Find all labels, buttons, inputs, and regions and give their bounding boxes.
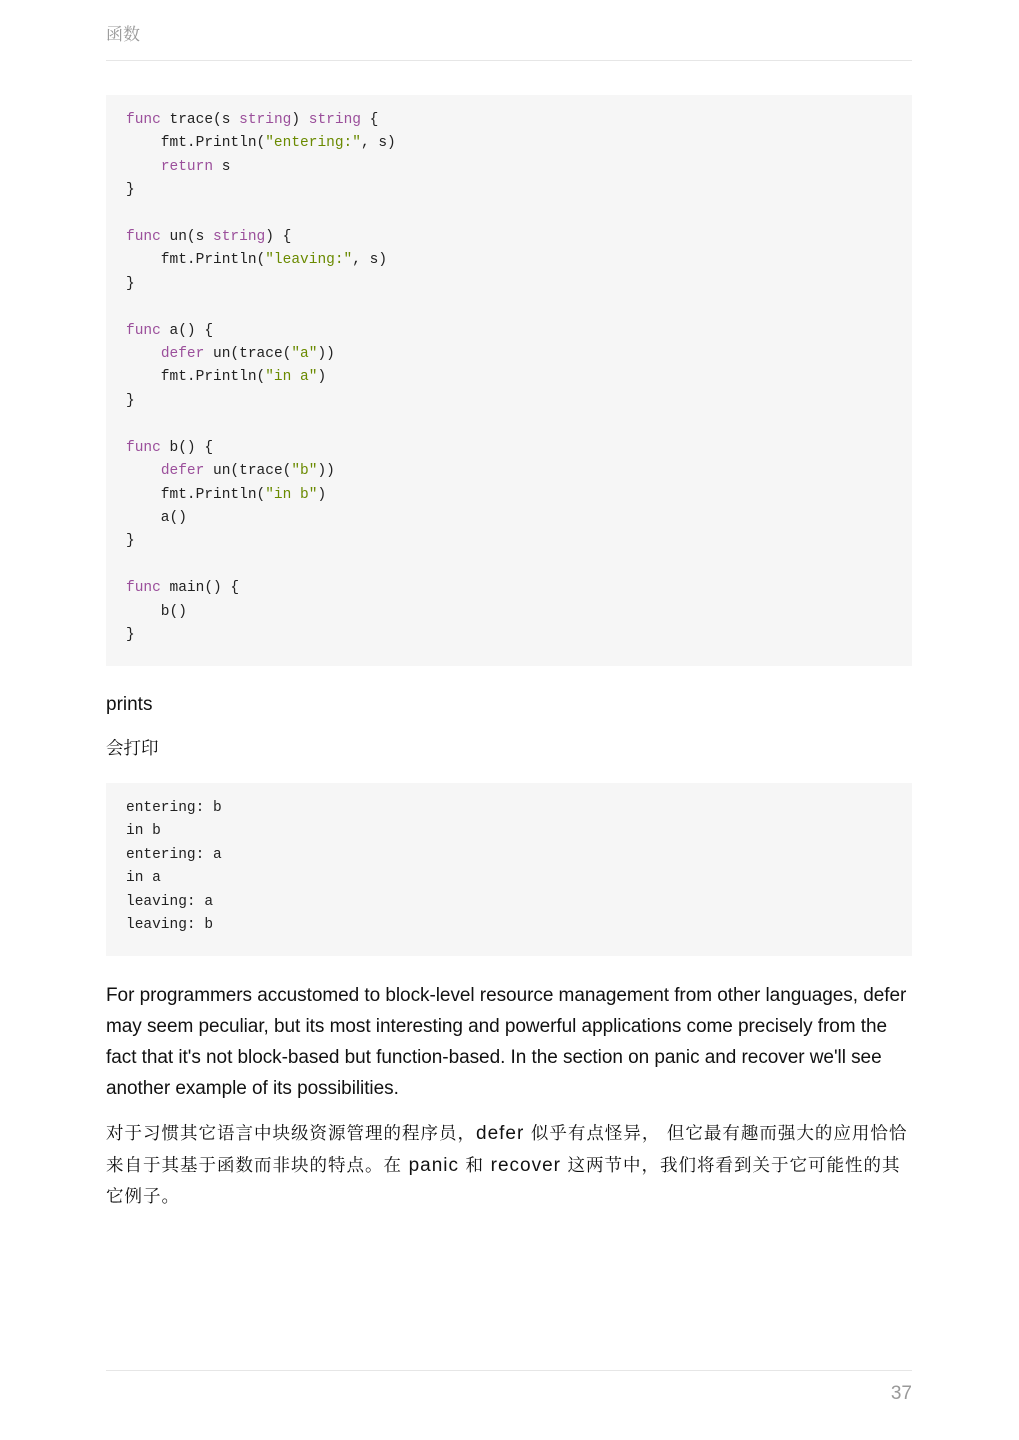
code-text: , s) xyxy=(352,252,388,269)
code-text: ) xyxy=(317,486,327,503)
code-keyword: func xyxy=(126,439,161,456)
code-line xyxy=(126,135,396,151)
code-block-output xyxy=(106,783,912,956)
code-text: in a xyxy=(126,870,161,887)
code-keyword: defer xyxy=(160,463,205,480)
code-text: entering: b xyxy=(126,800,222,816)
code-text: fmt.Println( xyxy=(126,486,266,503)
code-keyword: string xyxy=(308,112,361,128)
page-footer xyxy=(106,1370,912,1411)
code-text: s xyxy=(213,158,231,175)
code-string: "a" xyxy=(291,346,318,363)
paragraph-defer-explanation-zh xyxy=(106,1118,912,1213)
code-line xyxy=(126,870,161,886)
paragraph-prints: prints xyxy=(106,694,153,715)
code-line xyxy=(126,847,222,863)
zh-text-segment: 似乎有点怪异， 但它最有趣而强大的应用恰恰来自于其基于函数而非块的特点。在 xyxy=(106,1124,908,1176)
code-text: ) xyxy=(291,112,309,128)
code-line xyxy=(126,800,222,816)
code-listing xyxy=(126,109,396,647)
code-text: trace(s xyxy=(160,112,240,128)
code-string: "entering:" xyxy=(265,135,361,152)
code-text: ) { xyxy=(265,229,292,246)
code-text: a() xyxy=(126,509,187,526)
code-line xyxy=(126,276,135,292)
code-text: main() { xyxy=(160,580,240,597)
code-text: a() { xyxy=(160,322,214,339)
zh-text-segment: 对于习惯其它语言中块级资源管理的程序员， xyxy=(106,1124,476,1144)
code-text: un(s xyxy=(160,229,214,246)
code-text: fmt.Println( xyxy=(126,252,266,269)
code-text: b() xyxy=(126,603,187,620)
code-text: } xyxy=(126,392,135,409)
code-line xyxy=(126,580,239,596)
code-keyword: func xyxy=(126,322,161,339)
code-text: in b xyxy=(126,823,161,840)
code-text: b() { xyxy=(160,439,214,456)
code-line xyxy=(126,112,378,128)
code-text: , s) xyxy=(360,135,396,152)
code-line xyxy=(126,894,213,910)
code-line xyxy=(126,346,335,362)
code-line xyxy=(126,159,230,175)
code-text xyxy=(126,159,161,175)
code-keyword: return xyxy=(160,158,214,175)
code-text: leaving: a xyxy=(126,893,214,910)
code-text: leaving: b xyxy=(126,917,214,934)
output-listing xyxy=(126,797,222,937)
code-line xyxy=(126,917,213,933)
code-string: "leaving:" xyxy=(265,252,353,269)
code-text: fmt.Println( xyxy=(126,369,266,386)
code-text xyxy=(126,463,161,479)
code-text: ) xyxy=(317,369,327,386)
zh-inline-term-panic: panic xyxy=(408,1155,459,1176)
chapter-title: 函数 xyxy=(106,25,140,45)
page-header xyxy=(106,24,912,61)
zh-inline-term-defer: defer xyxy=(476,1123,525,1144)
zh-text-segment: 和 xyxy=(458,1156,491,1176)
code-line xyxy=(126,823,161,839)
code-text: )) xyxy=(317,463,335,480)
code-text: } xyxy=(126,626,135,643)
code-line xyxy=(126,393,135,409)
code-line xyxy=(126,252,387,268)
code-line xyxy=(126,229,291,245)
code-line xyxy=(126,627,135,643)
code-line xyxy=(126,463,335,479)
code-string: "in b" xyxy=(265,486,318,503)
paragraph-prints-zh: 会打印 xyxy=(106,739,159,759)
code-text: entering: a xyxy=(126,846,222,863)
code-text: un(trace( xyxy=(204,346,292,363)
zh-text-segment: 这两节中，我们将看到关于它可能性的其它例子。 xyxy=(106,1156,901,1207)
code-text: } xyxy=(126,275,135,292)
code-text: } xyxy=(126,182,135,199)
zh-inline-term-recover: recover xyxy=(490,1155,561,1176)
code-string: "in a" xyxy=(265,369,318,386)
code-line xyxy=(126,510,187,526)
code-keyword: string xyxy=(213,229,266,246)
paragraph-defer-explanation: For programmers accustomed to block-level resource management from other languages, defer may seem peculiar, but its most interesting and powerful applications come precisely from the fact that it's not block-based but function-based. In the section on panic and recover we'll see another example of its possibilities. xyxy=(106,985,907,1099)
code-keyword: func xyxy=(126,112,161,128)
code-text: )) xyxy=(317,346,335,363)
code-keyword: func xyxy=(126,580,161,597)
code-text: un(trace( xyxy=(204,463,292,480)
code-line xyxy=(126,487,326,503)
code-line xyxy=(126,440,213,456)
code-string: "b" xyxy=(291,463,318,480)
code-text: } xyxy=(126,533,135,550)
page-number: 37 xyxy=(890,1383,912,1404)
code-block-functions xyxy=(106,95,912,666)
code-keyword: func xyxy=(126,229,161,246)
code-line xyxy=(126,323,213,339)
code-keyword: string xyxy=(239,112,292,128)
code-line xyxy=(126,533,135,549)
code-text xyxy=(126,346,161,362)
code-line xyxy=(126,369,326,385)
code-text: { xyxy=(360,112,379,128)
code-keyword: defer xyxy=(160,346,205,363)
code-line xyxy=(126,604,187,620)
code-line xyxy=(126,182,135,198)
code-text: fmt.Println( xyxy=(126,135,266,152)
